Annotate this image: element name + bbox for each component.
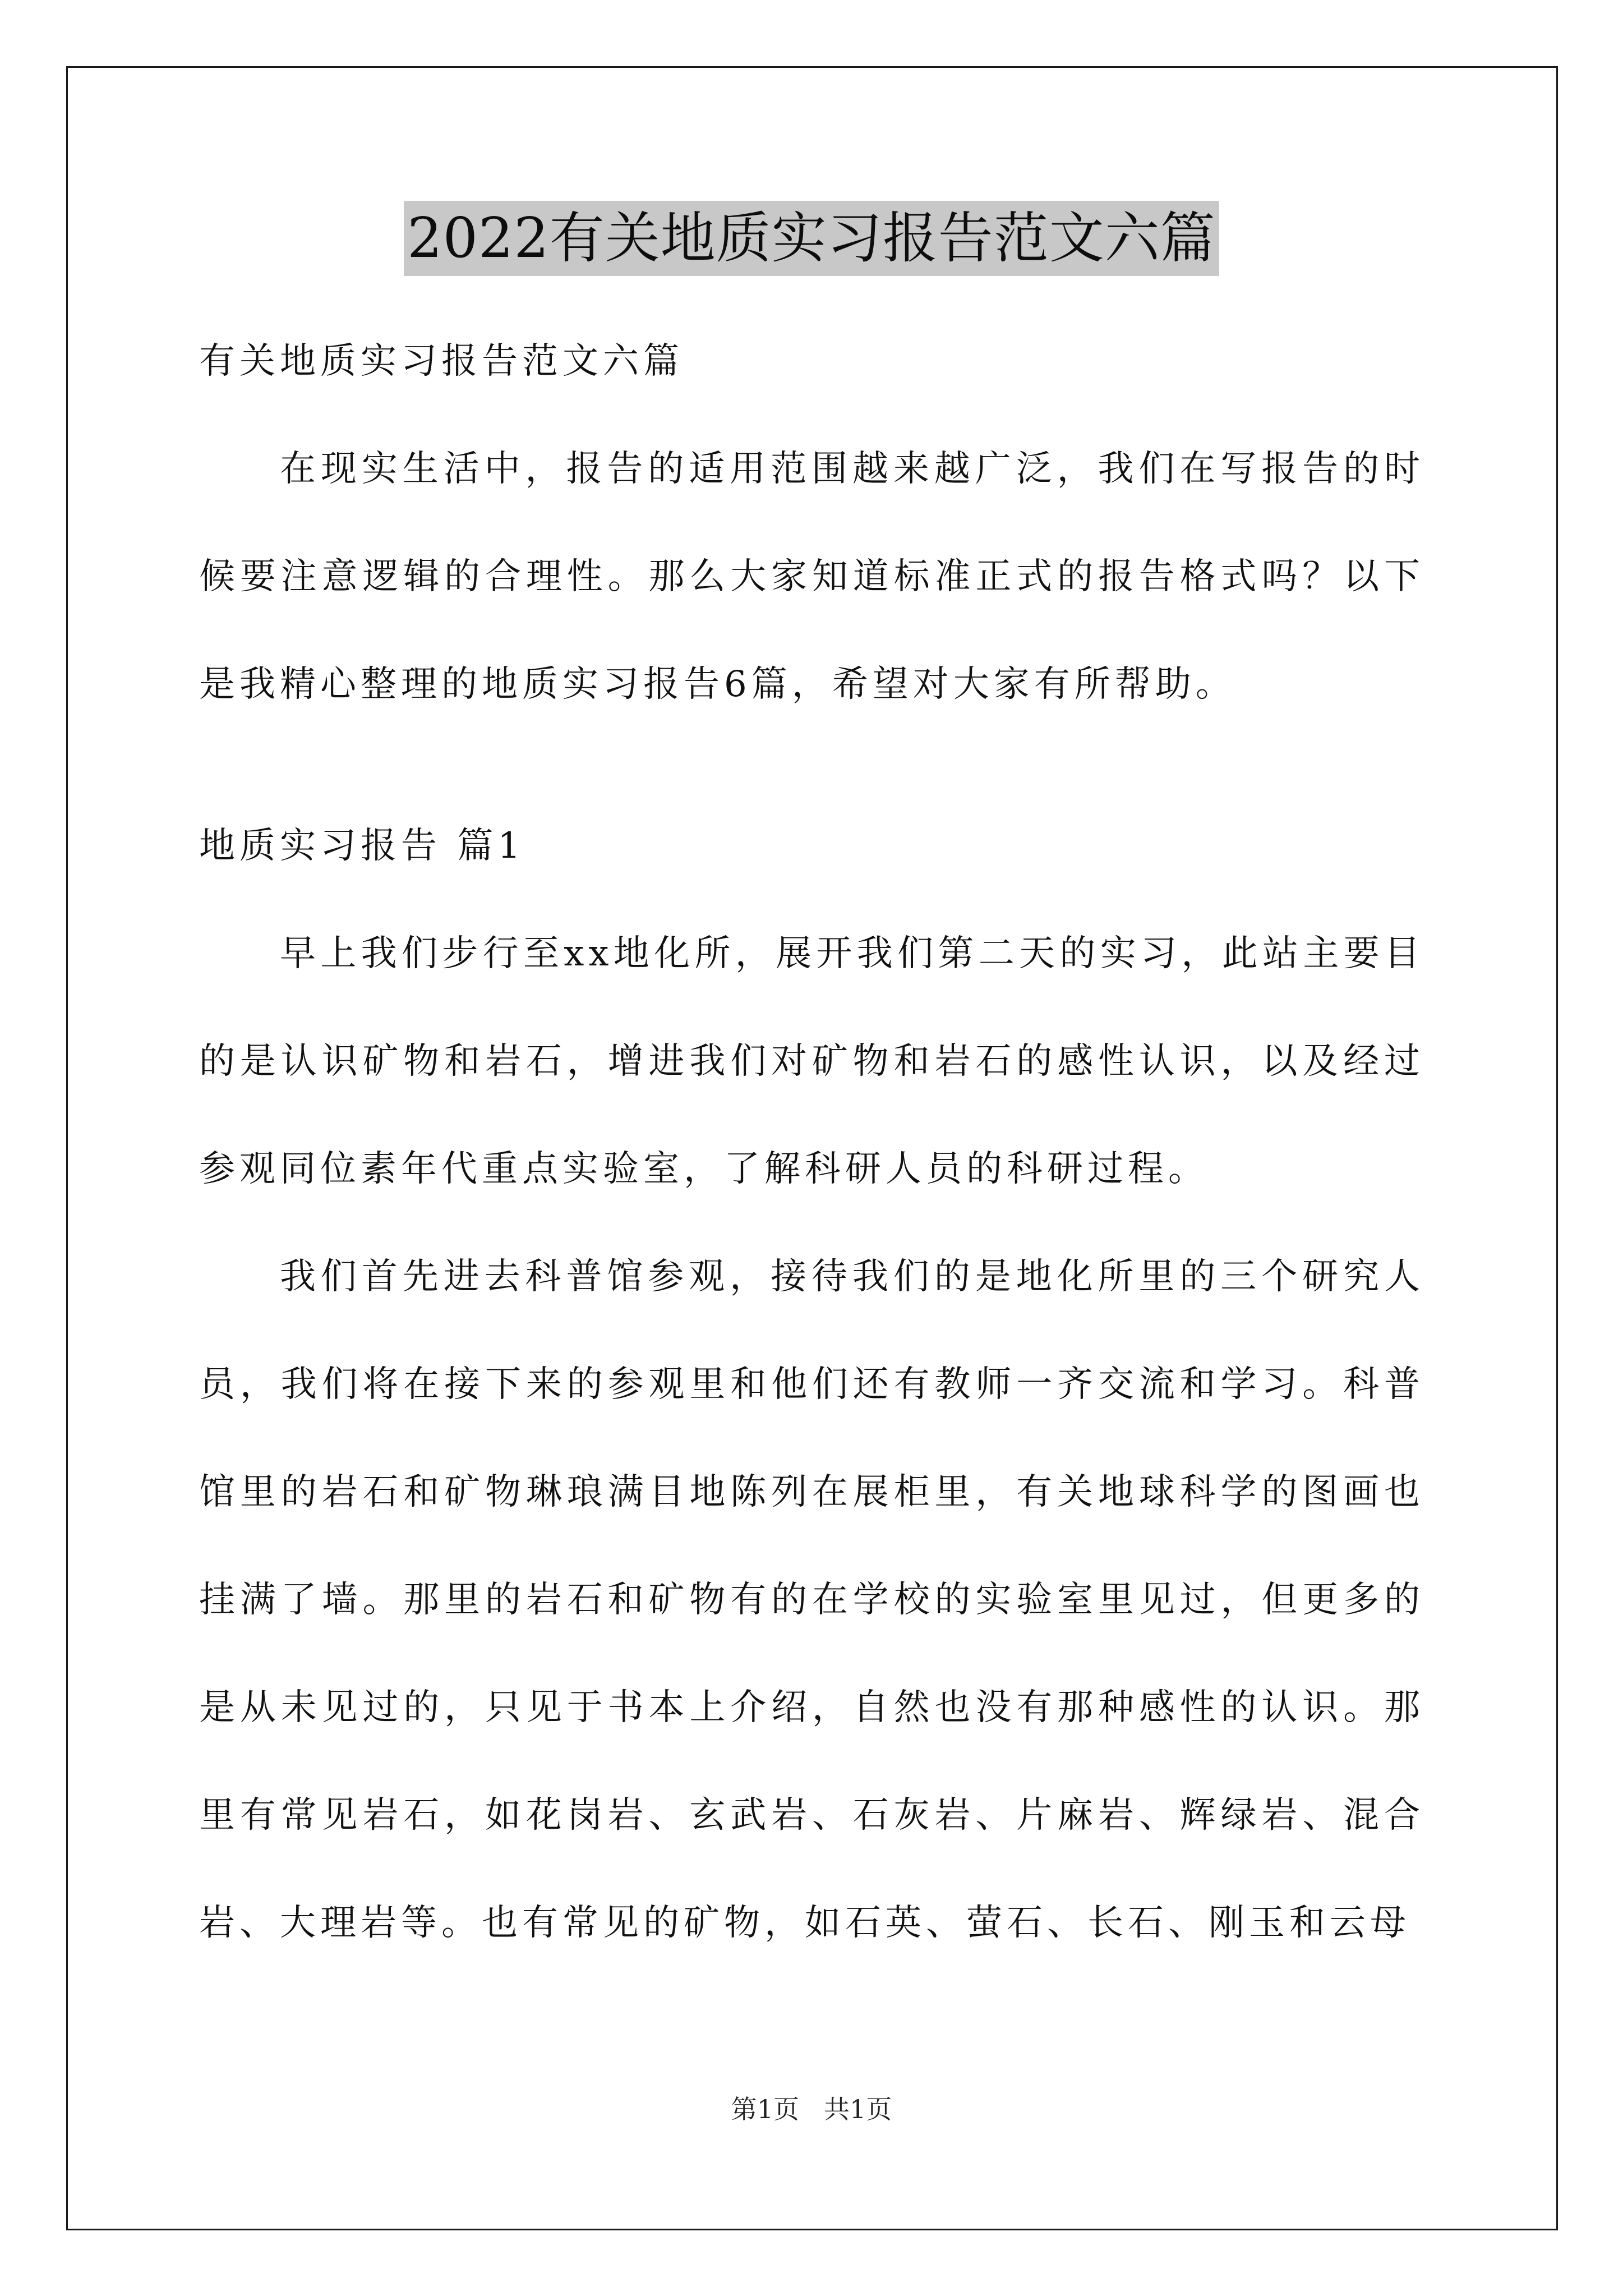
document-subtitle: 有关地质实习报告范文六篇 <box>199 341 684 382</box>
page-footer <box>0 2092 1623 2126</box>
body-paragraph: 早上我们步行至xx地化所，展开我们第二天的实习，此站主要目的是认识矿物和岩石，增进我们对矿物和岩石的感性认识，以及经过参观同位素年代重点实验室，了解科研人员的科研过程。 <box>199 933 1424 1190</box>
title-container <box>0 201 1623 276</box>
document-title: 2022有关地质实习报告范文六篇 <box>404 201 1219 276</box>
page-count: 共1页 <box>824 2094 892 2124</box>
intro-paragraph: 在现实生活中，报告的适用范围越来越广泛，我们在写报告的时候要注意逻辑的合理性。那么大家知道标准正式的报告格式吗？以下是我精心整理的地质实习报告6篇，希望对大家有所帮助。 <box>199 448 1424 705</box>
document-body <box>199 307 1424 1977</box>
body-paragraph: 我们首先进去科普馆参观，接待我们的是地化所里的三个研究人员，我们将在接下来的参观里和他们还有教师一齐交流和学习。科普馆里的岩石和矿物琳琅满目地陈列在展柜里，有关地球科学的图画也挂满了墙。那里的岩石和矿物有的在学校的实验室里见过，但更多的是从未见过的，只见于书本上介绍，自然也没有那种感性的认识。那里有常见岩石，如花岗岩、玄武岩、石灰岩、片麻岩、辉绿岩、混合岩、大理岩等。也有常见的矿物，如石英、萤石、长石、刚玉和云母 <box>199 1256 1424 1944</box>
page-number: 第1页 <box>731 2094 799 2124</box>
section-heading: 地质实习报告 篇1 <box>199 825 525 867</box>
